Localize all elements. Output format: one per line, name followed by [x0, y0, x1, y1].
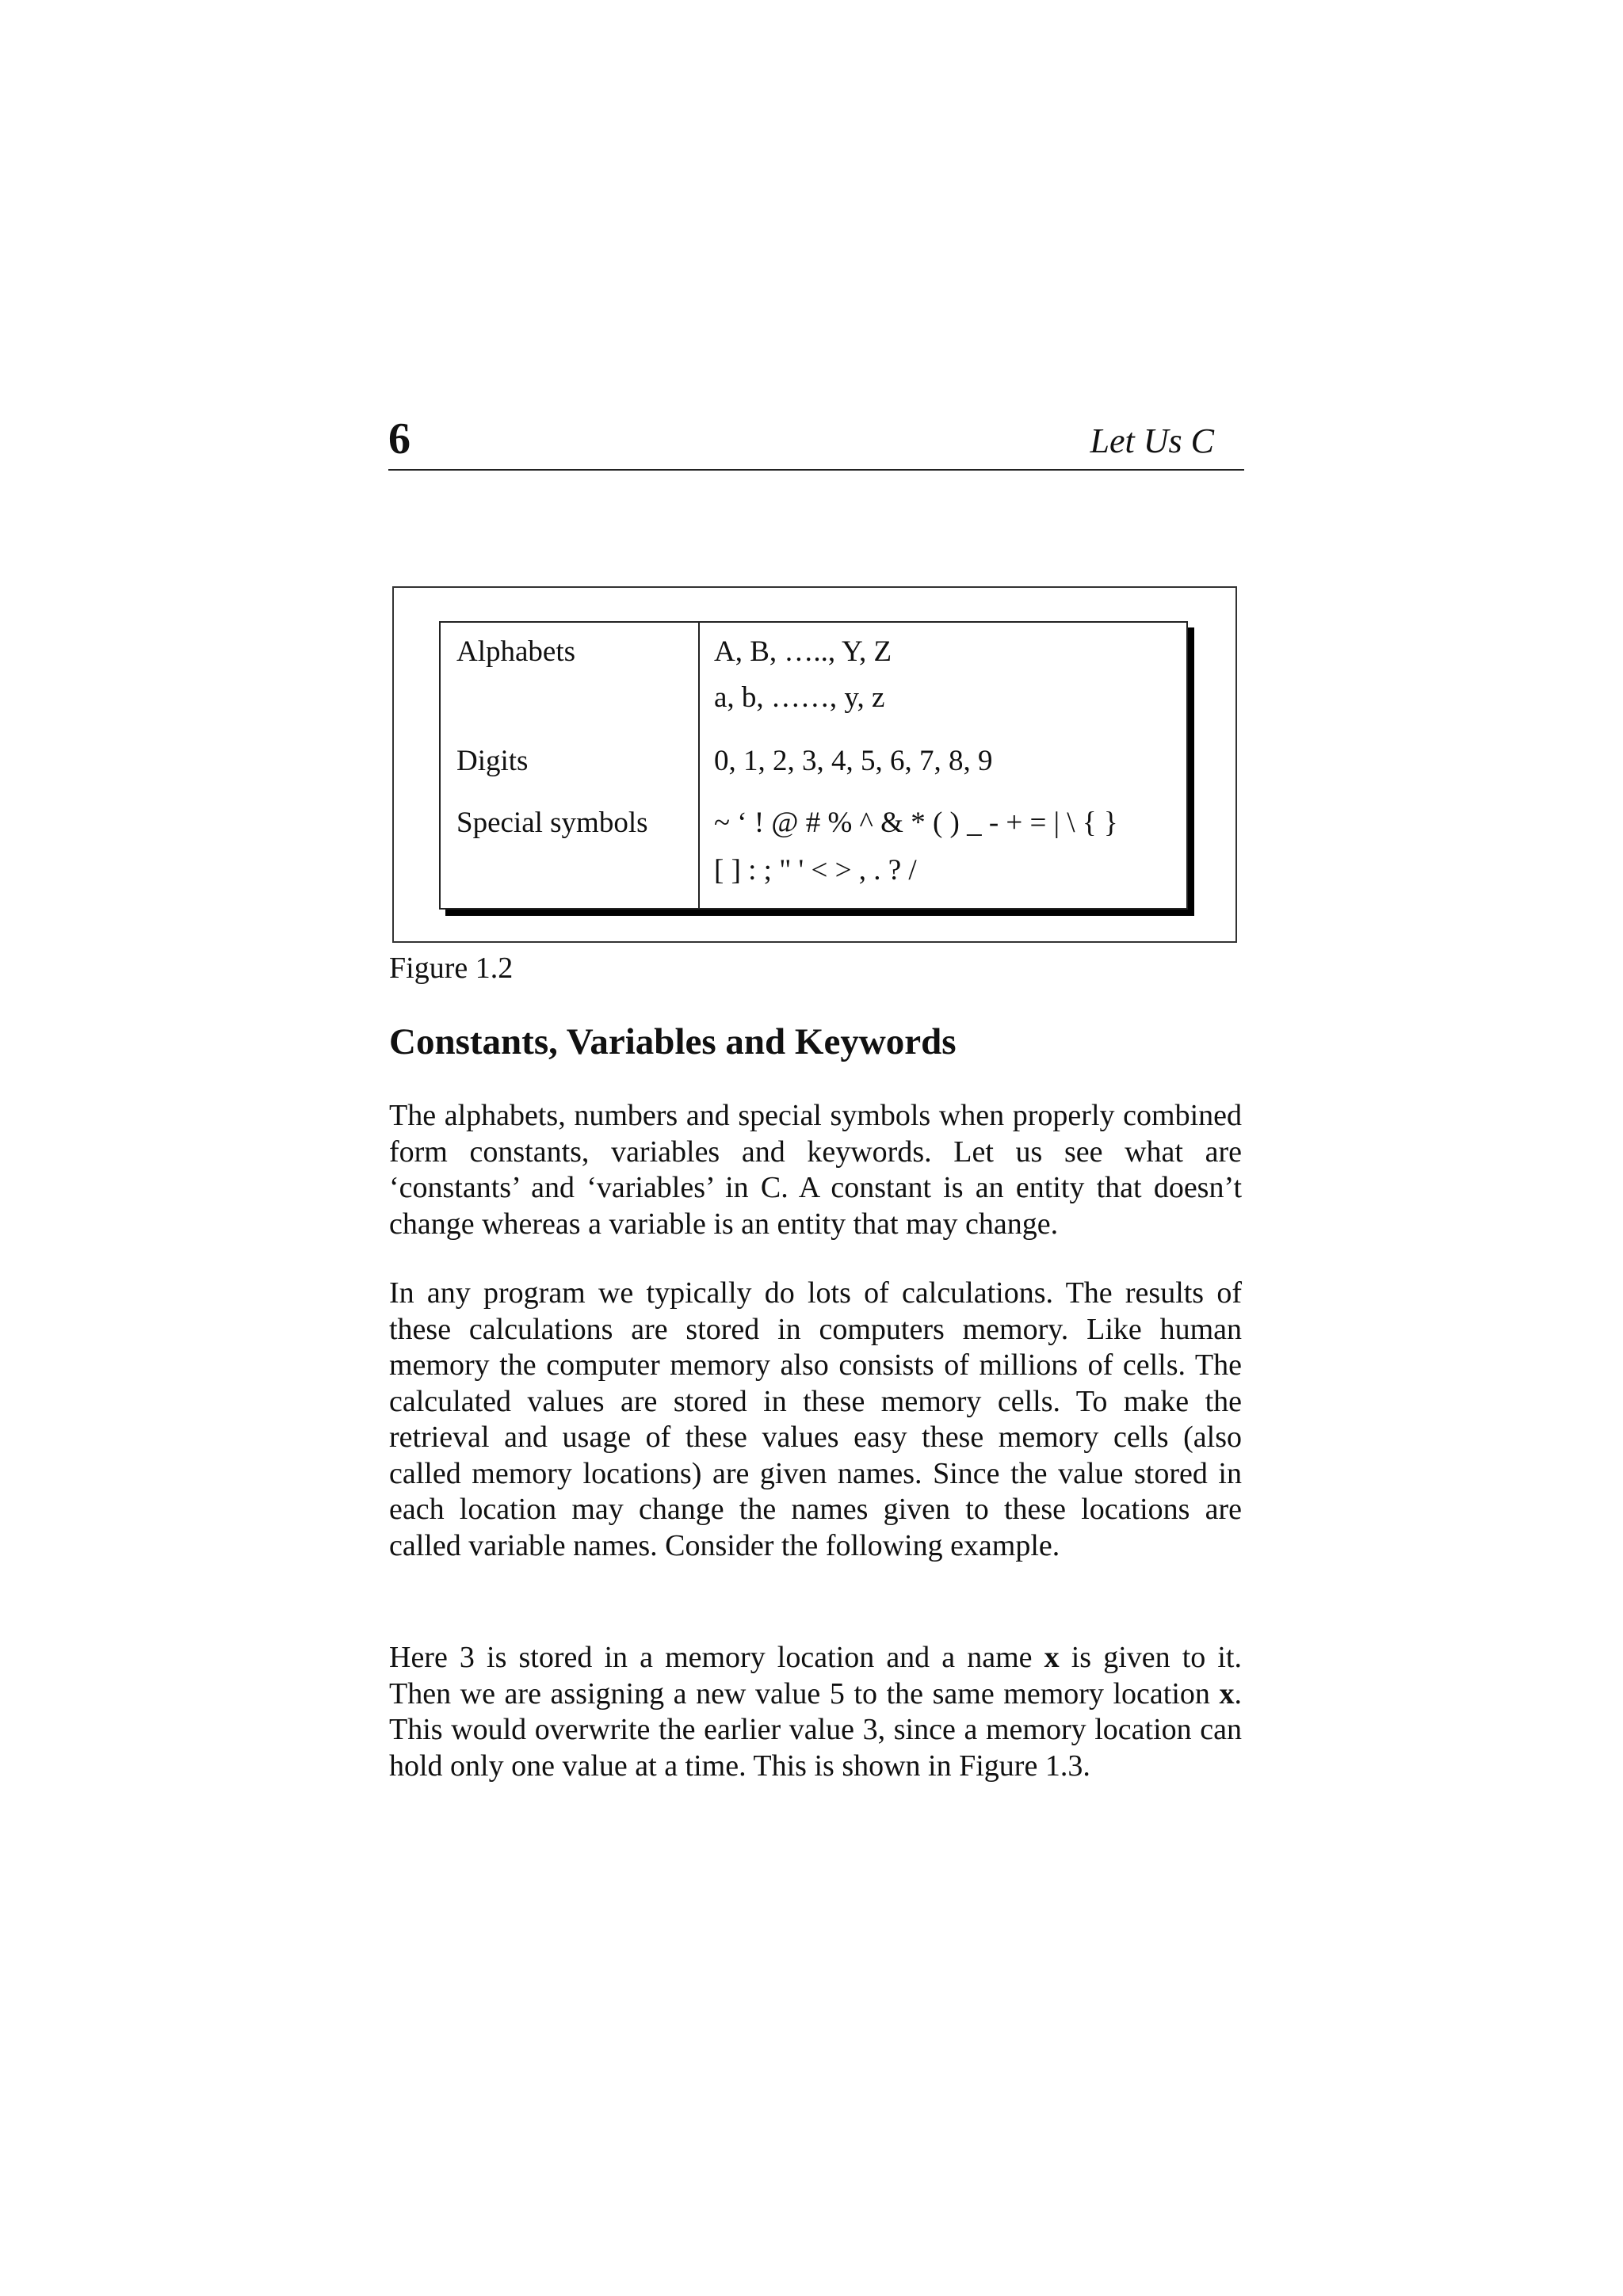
variable-x: x	[1219, 1676, 1235, 1711]
alphabets-uppercase: A, B, ….., Y, Z	[714, 635, 892, 668]
page-header	[388, 412, 1244, 471]
character-set-table	[439, 621, 1188, 910]
figure-frame	[392, 586, 1237, 943]
paragraph-3-text-2: is given to it. Then we are assigning a new value 5 to the same memory location	[389, 1641, 1242, 1711]
row-label-alphabets: Alphabets	[456, 635, 576, 668]
paragraph-2: In any program we typically do lots of calculations. The results of these calculations are stored in computers memory. Like human memory the computer memory also consists of millions of cells. The calculated values are stored in these memory cells. To make the retrieval and usage of these values easy these memory cells (also called memory locations) are given names. Since the value stored in each location may change the names given to these locations are called variable names. Consider the following example.	[389, 1276, 1242, 1562]
paragraph-3-text-1: Here 3 is stored in a memory location and a name	[389, 1641, 1044, 1674]
special-symbols-line-2: [ ] : ; " ' < > , . ? /	[714, 854, 917, 887]
paragraph-3	[389, 1640, 1242, 1784]
paragraph-3-text-3: . This would overwrite the earlier value 3, since a memory location can hold only one value at a time. This is shown in Figure 1.3.	[389, 1676, 1242, 1783]
variable-x: x	[1044, 1641, 1060, 1674]
page-number: 6	[388, 414, 411, 463]
running-title: Let Us C	[1090, 421, 1214, 460]
row-label-special-symbols: Special symbols	[456, 807, 648, 839]
column-divider	[698, 623, 700, 908]
section-heading: Constants, Variables and Keywords	[389, 1021, 957, 1062]
row-label-digits: Digits	[456, 745, 529, 777]
digits-values: 0, 1, 2, 3, 4, 5, 6, 7, 8, 9	[714, 745, 993, 777]
alphabets-lowercase: a, b, ……, y, z	[714, 681, 885, 714]
special-symbols-line-1: ~ ‘ ! @ # % ^ & * ( ) _ - + = | \ { }	[714, 807, 1118, 839]
figure-caption: Figure 1.2	[389, 952, 514, 985]
paragraph-1: The alphabets, numbers and special symbols when properly combined form constants, variables and keywords. Let us see what are ‘constants’ and ‘variables’ in C. A constant is an entity that doesn’t change whereas a variable is an entity that may change.	[389, 1099, 1242, 1241]
